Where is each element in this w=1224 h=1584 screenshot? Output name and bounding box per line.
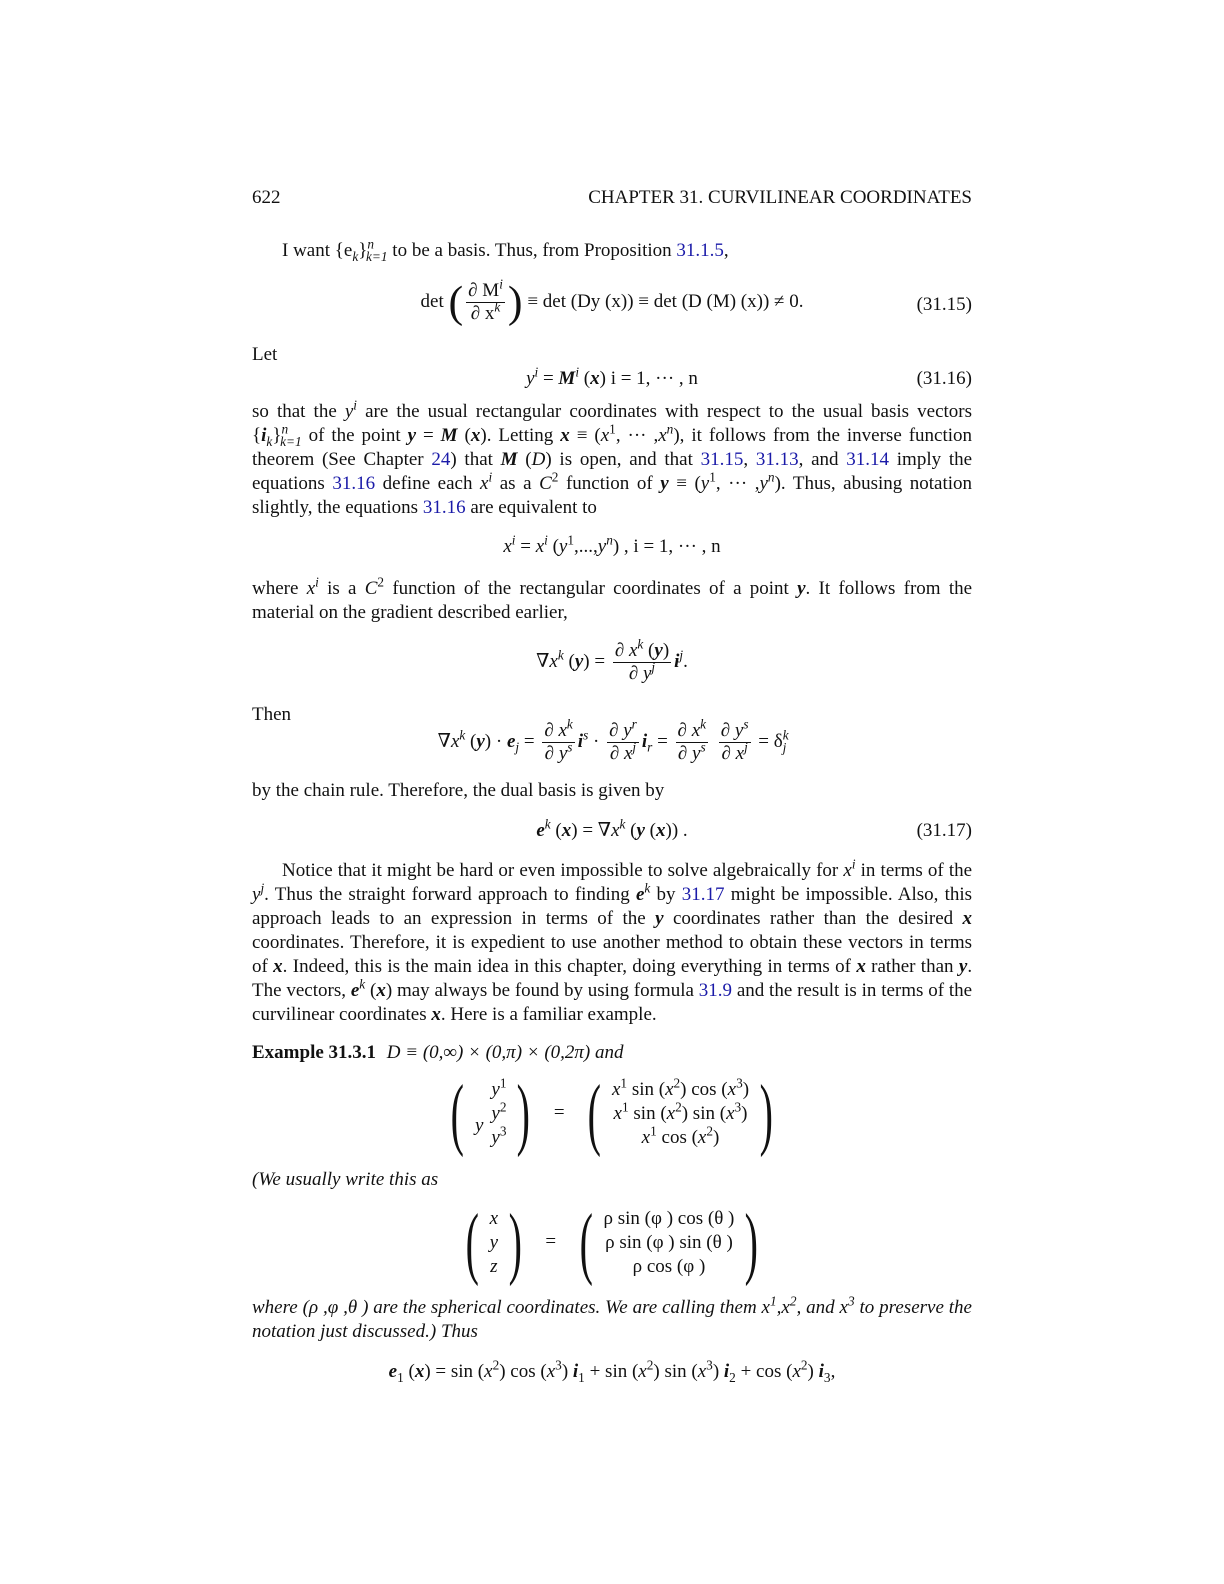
paragraph-notice: Notice that it might be hard or even impossible to solve algebraically for $x^i$ in terms of the $y^j$. Thus the straight forward approach to finding $e^k$ by 31.17 might be impossible. Also, this approach leads to an expression in terms of the y coordinates rather than the desired x coordinates. Therefore, it is expedient to use another method to obtain these vectors in terms of x. Indeed, this is the main idea in this chapter, doing everything in terms of x rather than y. The vectors, $e^k$ (x) may always be found by using formula 31.9 and the result is in terms of the curvilinear coordinates x. Here is a familiar example. bbox=[252, 856, 973, 1025]
ref-eq-b[interactable]: 31.13 bbox=[755, 449, 799, 470]
paragraph-basis-intro: I want $\{e_k\}^n_{k=1}$ to be a basis. Thus, from Proposition 31.1.5, bbox=[282, 236, 729, 264]
paragraph-spherical-note: where (ρ ,φ ,θ ) are the spherical coordinates. We are calling them $x^1,x^2$, and $x^3$ to preserve the notation just discussed.) Thus bbox=[252, 1293, 972, 1342]
equation-31-16: $y^i = M^i$ (x) i = 1, ··· , n (31.16) bbox=[526, 364, 972, 389]
equation-e1: $e_1$ $(x) = \sin (x^2)$ $\cos (x^3) i_1 + \sin (x^2)$ $\sin (x^3) i_2 + \cos (x^2)$ $i_3$, bbox=[388, 1357, 836, 1385]
let-text: Let bbox=[252, 344, 278, 365]
ref-eq-31-9[interactable]: 31.9 bbox=[698, 980, 732, 1001]
ref-chapter[interactable]: 24 bbox=[431, 449, 451, 470]
equation-chain-rule: $\nabla x^k$ $(y) \cdot e_j$ = $\frac{\partial x^k}{\partial y^s}$ $i^s$ · $\frac{\partial y^r}{\partial x^j}$ $i_r$ = $\frac{\partial x^k}{\partial y^s}$ $\frac{\partial y^s}{\partial x^j}$ = $\delta^k_j$ bbox=[437, 716, 789, 764]
equation-31-15: det ( $\frac{\partial M^i}{\partial x^k}$ ) ≡ det (Dy (x)) ≡ det (D (M) (x)) ≠ 0. (31.15) bbox=[420, 276, 972, 327]
running-header bbox=[252, 186, 972, 210]
example-label: Example 31.3.1 bbox=[252, 1042, 377, 1063]
equation-number: (31.15) bbox=[916, 294, 972, 315]
ref-eq-31-17[interactable]: 31.17 bbox=[681, 884, 725, 905]
equation-31-17: $e^k$ $(x) = \nabla x^k$ (y (x)) . (31.17) bbox=[536, 816, 972, 841]
equation-number: (31.17) bbox=[916, 820, 972, 841]
page bbox=[252, 0, 972, 1584]
ref-eq-c[interactable]: 31.14 bbox=[846, 449, 890, 470]
paragraph-dual-basis: by the chain rule. Therefore, the dual basis is given by bbox=[252, 780, 665, 801]
ref-proposition[interactable]: 31.1.5 bbox=[676, 240, 724, 261]
usually-text: (We usually write this as bbox=[252, 1169, 439, 1190]
ref-eq-e[interactable]: 31.16 bbox=[422, 497, 466, 518]
equation-gradient: $\nabla x^k$ (y) = $\frac{\partial x^k (y)}{\partial y^j}$ $i^j$. bbox=[536, 636, 688, 684]
then-text: Then bbox=[252, 704, 292, 725]
chapter-title: CHAPTER 31. CURVILINEAR COORDINATES bbox=[588, 187, 972, 208]
equation-number: (31.16) bbox=[916, 368, 972, 389]
ref-eq-a[interactable]: 31.15 bbox=[700, 449, 744, 470]
paragraph-inverse-function: so that the $y^i$ are the usual rectangular coordinates with respect to the usual basis vectors $\{i_k\}^n_{k=1}$ of the point y = M (x). Letting $x \equiv (x^1$, ··· $,x^n$), it follows from the inverse function theorem (See Chapter 24) that M (D) is open, and that 31.15, 31.13, and 31.14 imply the equations 31.16 define each $x^i$ as a $C^2$ function of $y \equiv (y^1$, ··· $,y^n$). Thus, abusing notation slightly, the equations 31.16 are equivalent to bbox=[252, 397, 973, 518]
page-number: 622 bbox=[252, 187, 281, 208]
ref-eq-d[interactable]: 31.16 bbox=[332, 473, 376, 494]
equation-xi: $x^i = x^i$ $(y^1,...,y^n)$ , i = 1, ··· , n bbox=[503, 532, 721, 557]
paragraph-rectangular: where $x^i$ is a $C^2$ function of the rectangular coordinates of a point y. It follows from the material on the gradient described earlier, bbox=[252, 574, 973, 623]
equation-example-matrix: ( y $y^1$ $y^2$ $y^3$ ) = ( $x^1$ $\sin (x^2)$ $\cos (x^3)$ $x^1$ $\sin (x^2)$ $\sin (x^3)$ $x^1$ $\cos (x^2)$ ) bbox=[450, 1070, 774, 1158]
example-heading: Example 31.3.1 D ≡ (0,∞) × (0,π) × (0,2π) and bbox=[252, 1042, 624, 1063]
equation-spherical: ( x y z ) = ( ρ sin (φ ) cos (θ ) ρ sin (φ ) sin (θ ) ρ cos (φ ) ) bbox=[465, 1199, 759, 1287]
